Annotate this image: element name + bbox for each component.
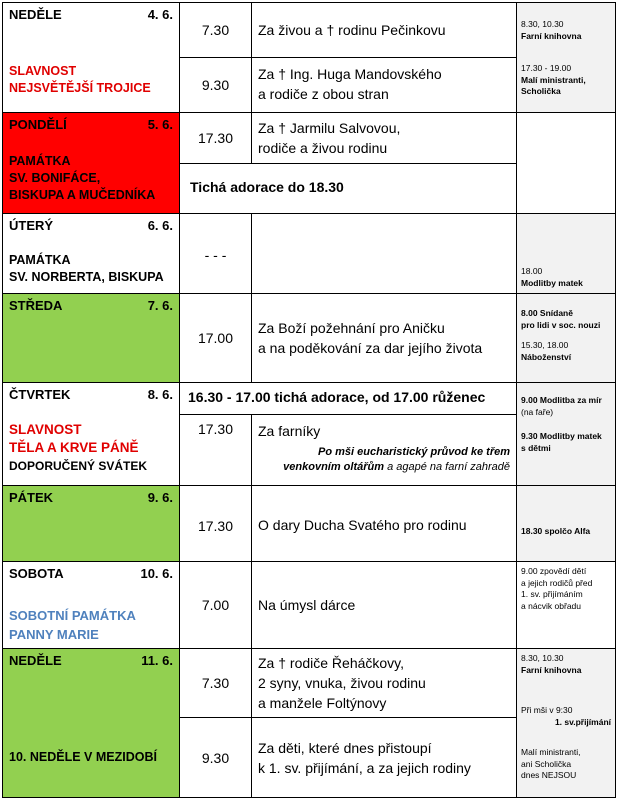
notes-cell xyxy=(516,561,616,649)
day-sunday-1 xyxy=(2,2,180,113)
day-thursday xyxy=(2,382,180,486)
day-name: NEDĚLE xyxy=(9,7,62,22)
note-line: dnes NEJSOU xyxy=(521,770,577,780)
intention-line: Za děti, které dnes přistoupí xyxy=(258,740,432,756)
notes-cell xyxy=(516,2,616,113)
day-sunday-2 xyxy=(2,648,180,798)
notes-cell xyxy=(516,648,616,798)
day-date: 10. 6. xyxy=(140,566,173,581)
intention-line: Za † rodiče Řeháčkovy, xyxy=(258,655,405,671)
note-line: Scholička xyxy=(521,86,561,96)
feast-line: PAMÁTKA xyxy=(9,154,71,168)
note-line: 8.30, 10.30 xyxy=(521,653,564,663)
day-friday xyxy=(2,485,180,562)
note-line: 15.30, 18.00 xyxy=(521,340,569,350)
procession-line: Po mši eucharistický průvod ke třem xyxy=(318,446,510,458)
note-line: 8.30, 10.30 xyxy=(521,19,564,29)
feast-line: SOBOTNÍ PAMÁTKA xyxy=(9,608,136,623)
day-saturday xyxy=(2,561,180,649)
day-name: ČTVRTEK xyxy=(9,387,71,402)
adoration-note: Tichá adorace do 18.30 xyxy=(179,163,517,214)
feast-line: DOPORUČENÝ SVÁTEK xyxy=(9,459,148,473)
feast-line: TĚLA A KRVE PÁNĚ xyxy=(9,440,139,455)
intention-line: Na úmysl dárce xyxy=(258,597,356,613)
feast-line: SV. NORBERTA, BISKUPA xyxy=(9,270,164,284)
feast-line: SV. BONIFÁCE, xyxy=(9,171,101,185)
note-line: a nácvik obřadu xyxy=(521,600,582,611)
note-line: Farní knihovna xyxy=(521,30,582,41)
note-line: 17.30 - 19.00 xyxy=(521,63,572,73)
day-date: 7. 6. xyxy=(147,298,173,313)
note-line: 1. sv.přijímání xyxy=(554,716,611,727)
procession-tail: a agapé na farní zahradě xyxy=(384,461,510,473)
day-name: ÚTERÝ xyxy=(9,218,54,233)
mass-time: 7.00 xyxy=(179,561,252,649)
note-line: s dětmi xyxy=(521,442,551,453)
day-date: 5. 6. xyxy=(147,117,173,132)
day-name: SOBOTA xyxy=(9,566,64,581)
note-line: 18.30 spolčo Alfa xyxy=(521,526,591,536)
note-line: Malí ministranti, xyxy=(521,74,586,85)
mass-time: 17.30 xyxy=(179,414,252,486)
mass-intention xyxy=(251,2,517,58)
feast-line: PAMÁTKA xyxy=(9,253,71,267)
feast-line: SLAVNOST xyxy=(9,64,77,78)
feast-line: 10. NEDĚLE V MEZIDOBÍ xyxy=(9,750,157,764)
feast-line: PANNY MARIE xyxy=(9,627,99,642)
day-name: STŘEDA xyxy=(9,298,63,313)
mass-intention xyxy=(251,561,517,649)
mass-intention xyxy=(251,485,517,562)
mass-intention xyxy=(251,414,517,486)
notes-cell xyxy=(516,112,616,214)
note-line: 18.00 xyxy=(521,266,543,276)
intention-line: rodiče a živou rodinu xyxy=(258,140,388,156)
day-monday xyxy=(2,112,180,214)
intention-line: Za † Jarmilu Salvovou, xyxy=(258,120,401,136)
notes-cell xyxy=(516,213,616,294)
day-name: PONDĚLÍ xyxy=(9,117,67,132)
note-line: pro lidi v soc. nouzi xyxy=(521,319,601,330)
mass-time: 9.30 xyxy=(179,57,252,113)
mass-time: 7.30 xyxy=(179,2,252,58)
mass-intention xyxy=(251,717,517,798)
intention-line: a rodiče z obou stran xyxy=(258,86,389,102)
intention-line: Za † Ing. Huga Mandovského xyxy=(258,66,442,82)
note-line: 8.00 Snídaně xyxy=(521,308,573,318)
feast-line: BISKUPA A MUČEDNÍKA xyxy=(9,188,156,202)
note-line: Malí ministranti, xyxy=(521,747,581,757)
note-line: 9.00 Modlitba za mír xyxy=(521,395,602,405)
intention-line: Za farníky xyxy=(258,423,321,439)
notes-cell xyxy=(516,293,616,383)
day-date: 9. 6. xyxy=(147,490,173,505)
adoration-note: 16.30 - 17.00 tichá adorace, od 17.00 růženec xyxy=(179,382,517,415)
day-date: 6. 6. xyxy=(147,218,173,233)
mass-intention xyxy=(251,213,517,294)
mass-time: 17.30 xyxy=(179,112,252,164)
feast-line: SLAVNOST xyxy=(9,422,82,437)
note-line: Modlitby matek xyxy=(521,277,583,288)
note-line: 1. sv. přijímáním xyxy=(521,589,583,599)
intention-line: O dary Ducha Svatého pro rodinu xyxy=(258,517,467,533)
mass-time: - - - xyxy=(179,213,252,294)
note-line: 9.30 Modlitby matek xyxy=(521,431,602,441)
day-wednesday xyxy=(2,293,180,383)
mass-intention xyxy=(251,57,517,113)
feast-line: NEJSVĚTĚJŠÍ TROJICE xyxy=(9,81,151,95)
mass-intention xyxy=(251,648,517,718)
mass-time: 9.30 xyxy=(179,717,252,798)
day-date: 11. 6. xyxy=(141,653,173,668)
intention-line: Za Boží požehnání pro Aničku xyxy=(258,320,445,336)
mass-intention xyxy=(251,293,517,383)
intention-line: 2 syny, vnuka, živou rodinu xyxy=(258,675,426,691)
day-date: 8. 6. xyxy=(147,387,173,402)
day-date: 4. 6. xyxy=(147,7,173,22)
note-line: Při mši v 9:30 xyxy=(521,705,573,715)
intention-line: k 1. sv. přijímání, a za jejich rodiny xyxy=(258,760,471,776)
mass-time: 7.30 xyxy=(179,648,252,718)
intention-line: Za živou a † rodinu Pečinkovu xyxy=(258,22,446,38)
mass-time: 17.30 xyxy=(179,485,252,562)
intention-line: a na poděkování za dar jejího života xyxy=(258,340,483,356)
day-tuesday xyxy=(2,213,180,294)
note-line: ani Scholička xyxy=(521,758,572,769)
note-line: 9.00 zpovědí dětí xyxy=(521,566,587,576)
note-line: Farní knihovna xyxy=(521,664,582,675)
day-name: NEDĚLE xyxy=(9,653,62,668)
day-name: PÁTEK xyxy=(9,490,54,505)
notes-cell xyxy=(516,382,616,486)
notes-cell xyxy=(516,485,616,562)
intention-line: a manžele Foltýnovy xyxy=(258,695,387,711)
note-line: Náboženství xyxy=(521,351,572,362)
mass-time: 17.00 xyxy=(179,293,252,383)
note-line: (na faře) xyxy=(521,406,554,417)
mass-intention xyxy=(251,112,517,164)
note-line: a jejich rodičů před xyxy=(521,577,593,588)
procession-line: venkovním oltářům xyxy=(283,461,385,473)
